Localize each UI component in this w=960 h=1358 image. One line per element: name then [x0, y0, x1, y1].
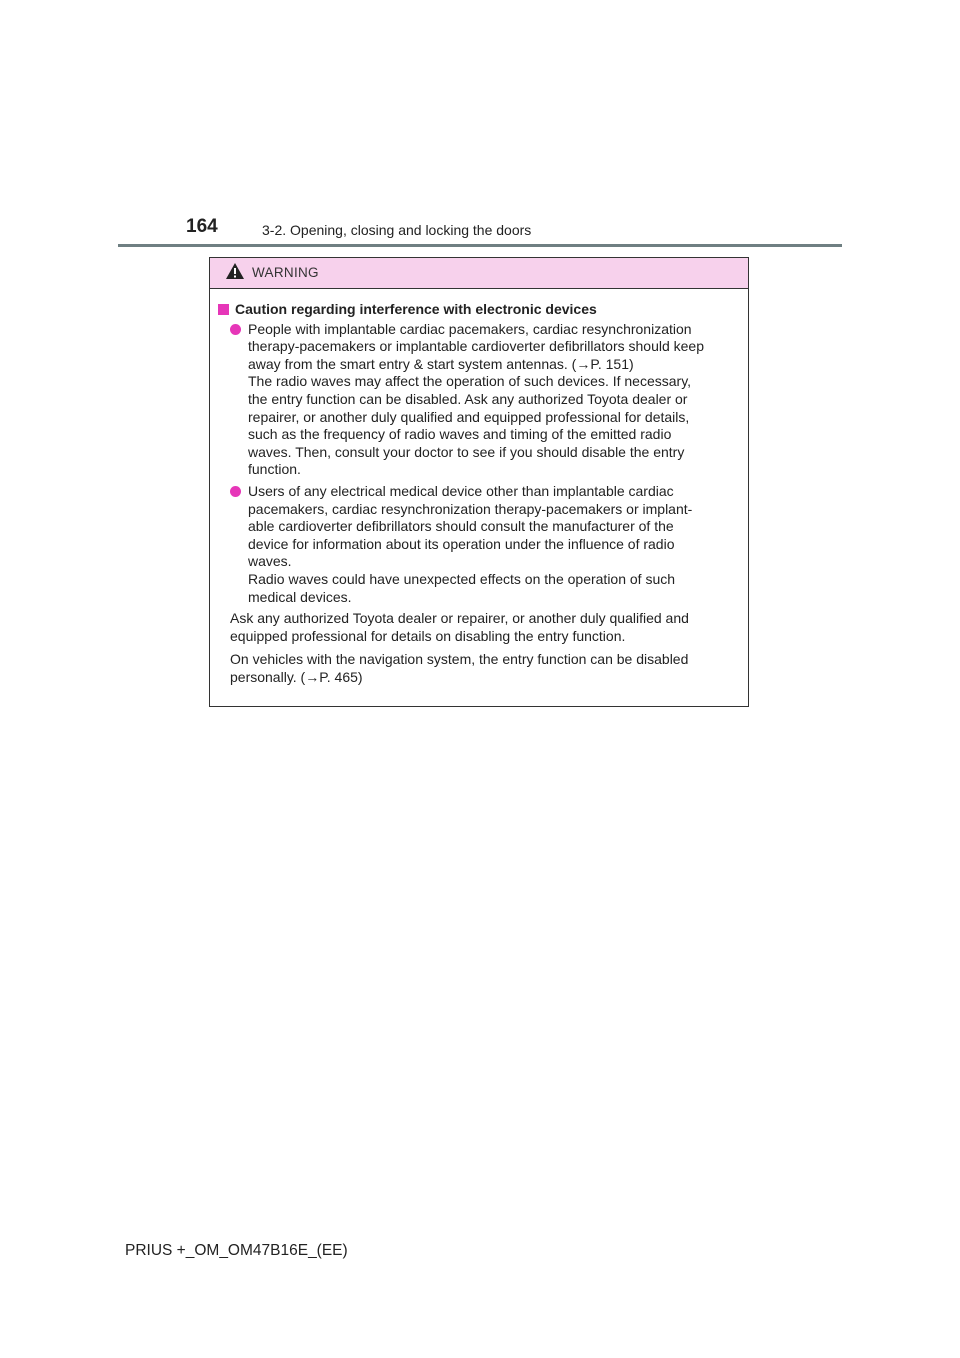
warning-content	[210, 289, 748, 686]
warning-heading-row	[218, 301, 742, 319]
text-line: The radio waves may affect the operation of such devices. If necessary,	[248, 373, 692, 390]
text-line: equipped professional for details on disabling the entry function.	[230, 627, 626, 644]
text-line: pacemakers, cardiac resynchronization therapy-pacemakers or implant-	[248, 500, 693, 517]
text-line: function.	[248, 461, 301, 478]
square-bullet-icon	[218, 304, 229, 315]
circle-bullet-icon	[230, 486, 241, 497]
document-code: PRIUS +_OM_OM47B16E_(EE)	[125, 1242, 348, 1259]
text-line: People with implantable cardiac pacemakers, cardiac resynchronization	[248, 320, 692, 337]
text-line: away from the smart entry & start system antennas. (→P. 151)	[248, 355, 634, 372]
text-line: waves.	[248, 553, 292, 570]
warning-box	[209, 257, 749, 707]
text-line: able cardioverter defibrillators should consult the manufacturer of the	[248, 518, 674, 535]
text-line: such as the frequency of radio waves and timing of the emitted radio	[248, 426, 672, 443]
text-line: Radio waves could have unexpected effects on the operation of such	[248, 570, 676, 587]
text-line: waves. Then, consult your doctor to see if you should disable the entry	[248, 443, 685, 460]
text-line: Ask any authorized Toyota dealer or repairer, or another duly qualified and	[230, 610, 689, 627]
warning-heading: Caution regarding interference with electronic devices	[235, 301, 597, 317]
bullet-item	[230, 483, 742, 606]
page-number: 164	[186, 216, 218, 237]
warning-paragraph	[230, 651, 742, 686]
text-line: repairer, or another duly qualified and equipped professional for details,	[248, 408, 690, 425]
bullet-item	[230, 321, 742, 479]
text-line: Users of any electrical medical device other than implantable cardiac	[248, 482, 674, 499]
text-line: therapy-pacemakers or implantable cardioverter defibrillators should keep	[248, 338, 705, 355]
warning-label: WARNING	[252, 265, 319, 280]
bullet-text	[248, 483, 742, 606]
circle-bullet-icon	[230, 324, 241, 335]
section-title: 3-2. Opening, closing and locking the doors	[262, 222, 532, 238]
warning-header	[210, 258, 748, 289]
text-line: medical devices.	[248, 588, 352, 605]
text-line: the entry function can be disabled. Ask any authorized Toyota dealer or	[248, 390, 688, 407]
warning-triangle-icon	[225, 262, 245, 280]
bullet-text	[248, 321, 742, 479]
text-line: On vehicles with the navigation system, the entry function can be disabled	[230, 651, 689, 668]
warning-paragraph	[230, 610, 742, 645]
text-line: personally. (→P. 465)	[230, 668, 363, 685]
text-line: device for information about its operation under the influence of radio	[248, 535, 675, 552]
header-rule	[118, 244, 842, 247]
